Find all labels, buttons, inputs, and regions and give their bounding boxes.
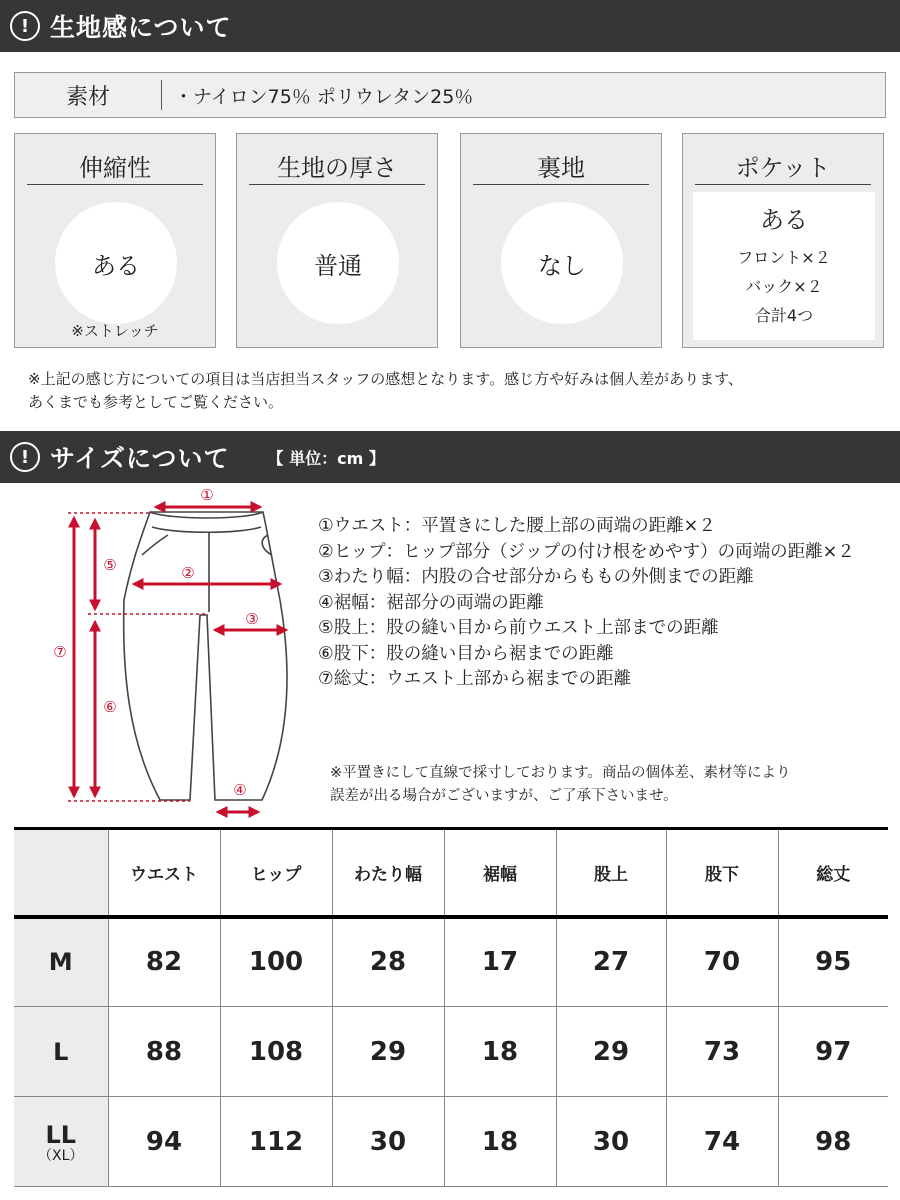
measure-label: ③ (245, 610, 259, 628)
divider (161, 80, 162, 110)
divider (473, 184, 649, 185)
card-title: 伸縮性 (79, 154, 151, 182)
measurement-legend (318, 514, 855, 693)
corner-cell (14, 829, 108, 917)
table-cell: 73 (666, 1007, 778, 1097)
table-cell: 100 (220, 917, 332, 1007)
divider (249, 184, 425, 185)
column-header: 総丈 (778, 829, 888, 917)
table-cell: 94 (108, 1097, 220, 1187)
pants-measurement-diagram (0, 478, 310, 818)
table-cell: 17 (444, 917, 556, 1007)
measure-label: ④ (233, 781, 247, 799)
table-cell: 30 (556, 1097, 666, 1187)
section-title: サイズについて (50, 444, 230, 473)
measure-label: ⑥ (103, 698, 117, 716)
table-row (14, 917, 888, 1007)
fabric-disclaimer (28, 368, 743, 414)
material-value: ・ナイロン75％ ポリウレタン25％ (174, 85, 474, 108)
column-header: 股下 (666, 829, 778, 917)
card-title: 生地の厚さ (277, 154, 397, 182)
section-title: 生地感について (50, 13, 232, 42)
table-cell: 95 (778, 917, 888, 1007)
legend-item: ⑦総丈：ウエスト上部から裾までの距離 (318, 669, 632, 689)
table-cell: 108 (220, 1007, 332, 1097)
legend-item: ②ヒップ：ヒップ部分（ジップの付け根をめやす）の両端の距離×２ (318, 541, 855, 562)
table-cell: 74 (666, 1097, 778, 1187)
size-name: LL (45, 1120, 77, 1149)
unit-label: 【 単位：cm 】 (267, 448, 385, 468)
table-cell: 27 (556, 917, 666, 1007)
column-header: ウエスト (108, 829, 220, 917)
disclaimer-line: 誤差が出る場合がございますが、ご了承下さいませ。 (330, 788, 678, 804)
pocket-value: ある (760, 206, 808, 234)
card-value: なし (501, 202, 623, 324)
table-cell: 28 (332, 917, 444, 1007)
card-value: 普通 (277, 202, 399, 324)
table-cell: 97 (778, 1007, 888, 1097)
table-cell: 30 (332, 1097, 444, 1187)
card-value: ある (55, 202, 177, 324)
material-label: 素材 (65, 84, 110, 110)
column-header: ヒップ (220, 829, 332, 917)
divider (695, 184, 871, 185)
pocket-detail: バック×２ (745, 277, 823, 296)
column-header: 股上 (556, 829, 666, 917)
table-cell: 29 (332, 1007, 444, 1097)
size-alias: （XL） (38, 1147, 84, 1164)
table-row (14, 1007, 888, 1097)
pocket-detail: フロント×２ (737, 248, 831, 267)
legend-item: ⑤股上：股の縫い目から前ウエスト上部までの距離 (318, 618, 719, 638)
exclamation-icon: ! (10, 11, 40, 41)
table-cell: 29 (556, 1007, 666, 1097)
table-row (14, 1097, 888, 1187)
measure-label: ⑦ (53, 643, 67, 661)
size-table (14, 827, 888, 1187)
size-label: M (14, 917, 108, 1007)
table-cell: 18 (444, 1097, 556, 1187)
material-row (14, 72, 886, 118)
table-cell: 70 (666, 917, 778, 1007)
disclaimer-line: あくまでも参考としてご覧ください。 (28, 393, 284, 411)
pocket-detail: 合計4つ (754, 306, 814, 325)
table-cell: 112 (220, 1097, 332, 1187)
card-title: ポケット (735, 154, 831, 182)
column-header: わたり幅 (332, 829, 444, 917)
pocket-details (693, 192, 875, 340)
exclamation-icon: ! (10, 442, 40, 472)
table-header-row (14, 829, 888, 917)
measure-label: ① (200, 486, 214, 504)
card-title: 裏地 (537, 154, 585, 182)
card-note: ※ストレッチ (71, 322, 159, 340)
disclaimer-line: ※平置きにして直線で採寸しております。商品の個体差、素材等により (330, 765, 791, 781)
section-header-fabric (0, 0, 900, 52)
table-cell: 98 (778, 1097, 888, 1187)
disclaimer-line: ※上記の感じ方についての項目は当店担当スタッフの感想となります。感じ方や好みは個人差があります、 (28, 370, 743, 388)
legend-item: ⑥股下：股の縫い目から裾までの距離 (318, 643, 614, 664)
pants-outline (124, 512, 287, 800)
legend-item: ①ウエスト：平置きにした腰上部の両端の距離×２ (318, 516, 716, 536)
pocket-card (682, 133, 884, 348)
lining-card (460, 133, 662, 348)
measurement-disclaimer (330, 762, 791, 808)
stretch-card (14, 133, 216, 348)
measure-label: ⑤ (103, 556, 117, 574)
legend-item: ④裾幅：裾部分の両端の距離 (318, 592, 544, 613)
table-cell: 18 (444, 1007, 556, 1097)
section-header-size (0, 431, 900, 483)
column-header: 裾幅 (444, 829, 556, 917)
divider (27, 184, 203, 185)
size-label (14, 1097, 108, 1187)
size-label: L (14, 1007, 108, 1097)
table-cell: 82 (108, 917, 220, 1007)
thickness-card (236, 133, 438, 348)
table-cell: 88 (108, 1007, 220, 1097)
legend-item: ③わたり幅：内股の合せ部分からももの外側までの距離 (318, 567, 754, 587)
measure-label: ② (181, 564, 195, 582)
